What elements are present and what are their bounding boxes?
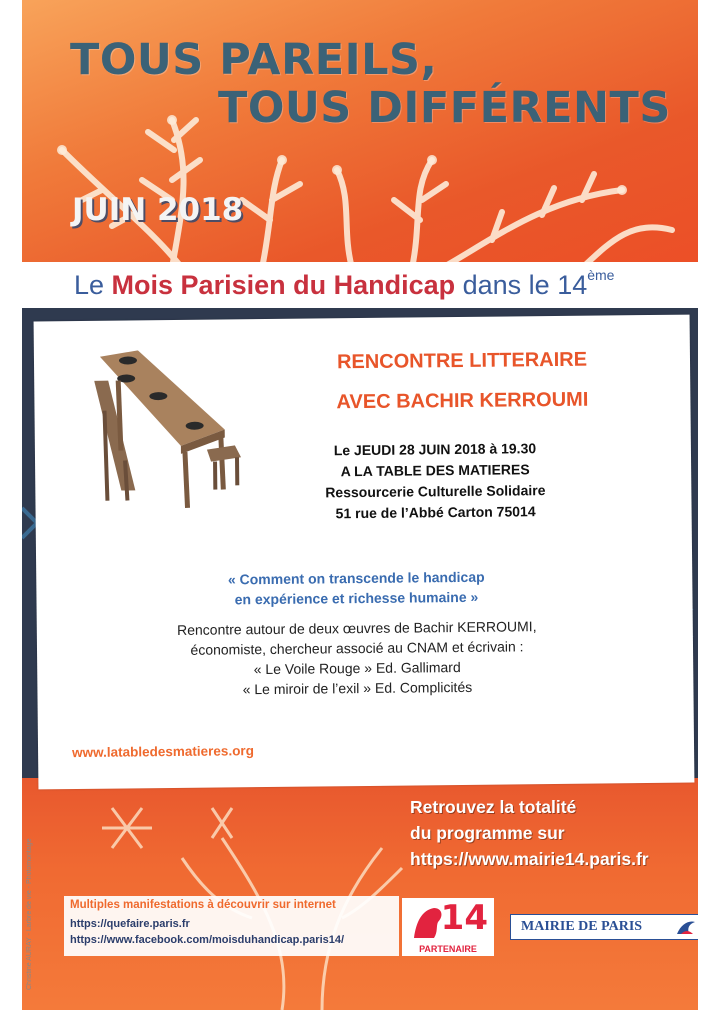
- event-place: A LA TABLE DES MATIERES: [340, 461, 530, 480]
- program-info: [410, 794, 698, 872]
- subtitle-sup: ème: [587, 267, 615, 283]
- subtitle-highlight: Mois Parisien du Handicap: [111, 270, 456, 300]
- link-quefaire[interactable]: https://quefaire.paris.fr: [70, 918, 190, 930]
- subtitle: [74, 267, 614, 301]
- link-facebook[interactable]: https://www.facebook.com/moisduhandicap.paris14/: [70, 934, 345, 946]
- mairie-label: MAIRIE DE PARIS: [521, 919, 643, 934]
- photo-credit: Christine AURAY - Larbre de vie - Photomontage: [26, 838, 33, 990]
- partner-logo: [402, 898, 494, 956]
- event-date: Le JEUDI 28 JUIN 2018 à 19.30: [333, 440, 537, 459]
- quote-line-1: « Comment on transcende le handicap: [227, 568, 485, 588]
- desc-line-1: Rencontre autour de deux œuvres de Bachir KERROUMI,: [176, 618, 537, 638]
- partner-number: 14: [440, 898, 488, 938]
- partner-label: PARTENAIRE: [419, 944, 477, 954]
- event-title-line-1: RENCONTRE LITTERAIRE: [336, 348, 588, 374]
- event-title-line-2: AVEC BACHIR KERROUMI: [336, 388, 589, 414]
- event-quote: [146, 566, 566, 610]
- venue-website-link[interactable]: www.latabledesmatieres.org: [72, 743, 254, 761]
- links-title: Multiples manifestations à découvrir sur internet: [70, 899, 336, 911]
- desc-line-4: « Le miroir de l’exil » Ed. Complicités: [242, 678, 473, 698]
- event-address: 51 rue de l’Abbé Carton 75014: [335, 503, 536, 522]
- subtitle-post: dans le 14: [455, 270, 588, 300]
- title-line-2: TOUS DIFFÉRENTS: [218, 83, 671, 133]
- desc-line-2: économiste, chercheur associé au CNAM et écrivain :: [190, 638, 524, 658]
- table-photo: [94, 349, 246, 511]
- poster-title: [70, 36, 690, 132]
- links-box: [64, 896, 399, 956]
- mairie-logo: [510, 914, 698, 940]
- event-details: [255, 437, 616, 525]
- event-card: [34, 315, 695, 790]
- marianne-icon: [675, 918, 697, 936]
- title-line-1: TOUS PAREILS,: [70, 35, 438, 85]
- program-line-1: Retrouvez la totalité: [410, 797, 577, 817]
- event-venue: Ressourcerie Culturelle Solidaire: [325, 482, 546, 501]
- quote-line-2: en expérience et richesse humaine »: [234, 588, 479, 608]
- event-month: JUIN 2018: [72, 192, 244, 228]
- subtitle-pre: Le: [74, 270, 112, 300]
- event-title: [282, 339, 643, 423]
- desc-line-3: « Le Voile Rouge » Ed. Gallimard: [253, 658, 461, 678]
- event-description: [97, 615, 618, 700]
- program-line-2: du programme sur: [410, 823, 565, 843]
- program-url[interactable]: https://www.mairie14.paris.fr: [410, 849, 649, 869]
